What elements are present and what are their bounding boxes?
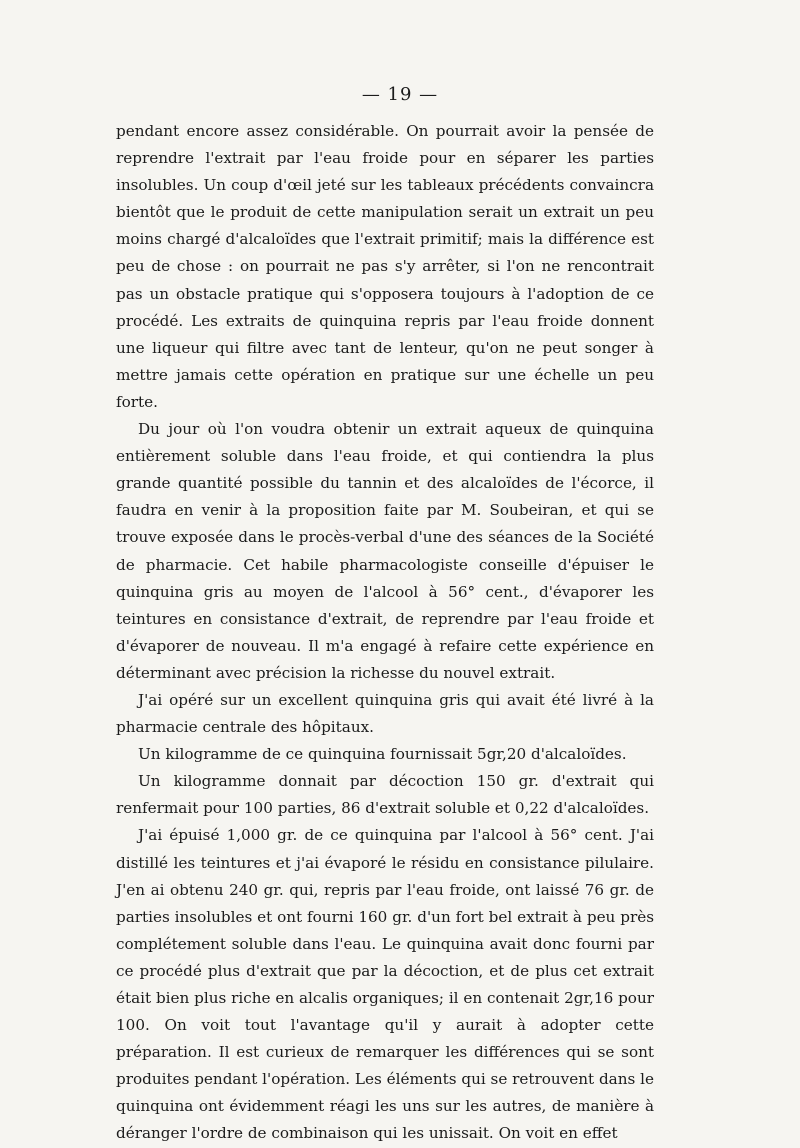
paragraph-6: J'ai épuisé 1,000 gr. de ce quinquina par l'alcool à 56° cent. J'ai distillé les teintures et j'ai évaporé le résidu en consistance pilulaire. J'en ai obtenu 240 gr. qui, repris par l'eau froide, ont laissé 76 gr. de parties insolubles et ont fourni 160 gr. d'un fort bel extrait à peu près complétement soluble dans l'eau. Le quinquina avait donc fourni par ce procédé plus d'extrait que par la décoction, et de plus cet extrait était bien plus riche en alcalis organiques; il en contenait 2gr,16 pour 100. On voit tout l'avantage qu'il y aurait à adopter cette préparation. Il est curieux de remarquer les différences qui se sont produites pendant l'opération. Les éléments qui se retrouvent dans le quinquina ont évidemment réagi les uns sur les autres, de manière à déranger l'ordre de combinaison qui les unissait. On voit en effet [116, 826, 654, 1143]
paragraph-1: pendant encore assez considérable. On pourrait avoir la pensée de reprendre l'extrait par l'eau froide pour en séparer les parties insolubles. Un coup d'œil jeté sur les tableaux précédents convaincra bientôt que le produit de cette manipulation serait un extrait un peu moins chargé d'alcaloïdes que l'extrait primitif; mais la différence est peu de chose : on pourrait ne pas s'y arrêter, si l'on ne rencontrait pas un obstacle pratique qui s'opposera toujours à l'adoption de ce procédé. Les extraits de quinquina repris par l'eau froide donnent une liqueur qui filtre avec tant de lenteur, qu'on ne peut songer à mettre jamais cette opération en pratique sur une échelle un peu forte. [116, 122, 654, 411]
paragraph-3: J'ai opéré sur un excellent quinquina gris qui avait été livré à la pharmacie centrale des hôpitaux. [116, 690, 654, 737]
body-text [116, 118, 654, 1148]
paragraph-5: Un kilogramme donnait par décoction 150 gr. d'extrait qui renfermait pour 100 parties, 86 d'extrait soluble et 0,22 d'alcaloïdes. [116, 772, 654, 818]
page-number: — 19 — [361, 84, 439, 105]
paragraph-2: Du jour où l'on voudra obtenir un extrait aqueux de quinquina entièrement soluble dans l'eau froide, et qui contiendra la plus grande quantité possible du tannin et des alcaloïdes de l'écorce, il faudra en venir à la proposition faite par M. Soubeiran, et qui se trouve exposée dans le procès-verbal d'une des séances de la Société de pharmacie. Cet habile pharmacologiste conseille d'épuiser le quinquina gris au moyen de l'alcool à 56° cent., d'évaporer les teintures en consistance d'extrait, de reprendre par l'eau froide et d'évaporer de nouveau. Il m'a engagé à refaire cette expérience en déterminant avec précision la richesse du nouvel extrait. [116, 420, 654, 682]
paragraph-4: Un kilogramme de ce quinquina fournissait 5gr,20 d'alcaloïdes. [138, 745, 627, 764]
